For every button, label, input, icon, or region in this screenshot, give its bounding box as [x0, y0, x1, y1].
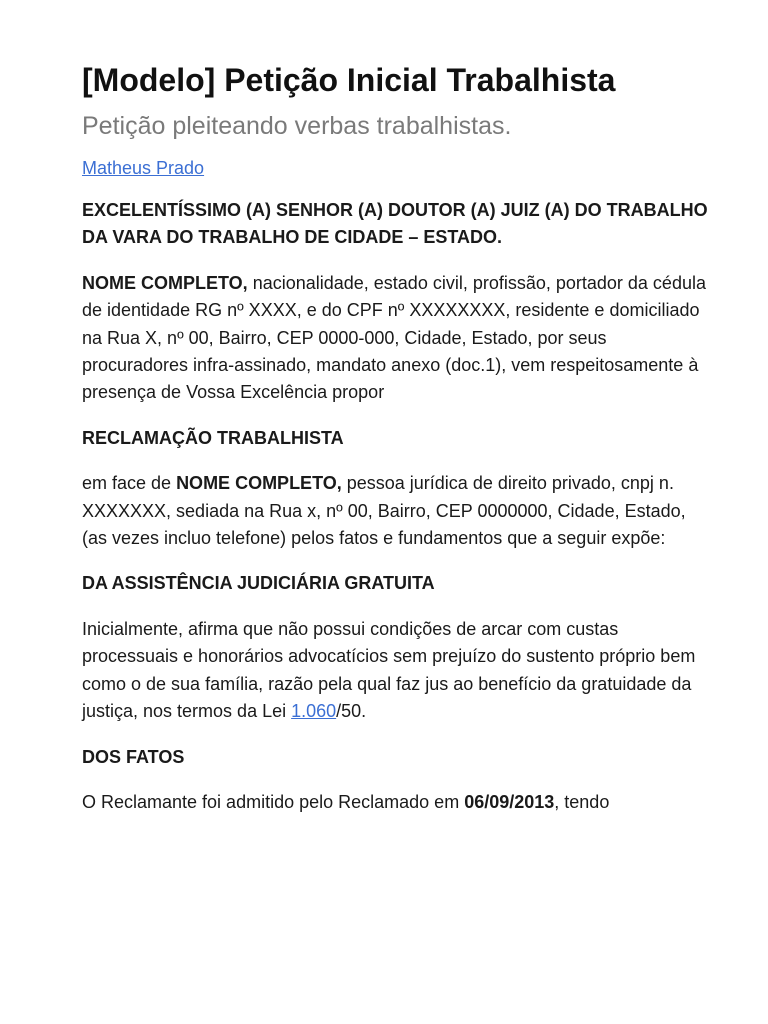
plaintiff-name: NOME COMPLETO, [82, 272, 248, 293]
paragraph-reclamado-text: pessoa jurídica de direito privado, cnpj n. XXXXXXX, sediada na Rua x, nº 00, Bairro, CEP 0000000, Cidade, Estado, (as vezes incluo telefone) pelos fatos e fundamentos que a seguir expõe: [82, 473, 686, 549]
paragraph-fatos-text: O Reclamante foi admitido pelo Reclamado em [82, 791, 465, 812]
paragraph-reclamado-prefix: em face de [82, 473, 177, 494]
paragraph-reclamado [82, 470, 708, 552]
paragraph-qualificacao-text: nacionalidade, estado civil, profissão, portador da cédula de identidade RG nº XXXX, e do CPF nº XXXXXXXX, residente e domiciliado na Rua X, nº 00, Bairro, CEP 0000-000, Cidade, Estado, por seus procuradores infra-assinado, mandato anexo (doc.1), vem respeitosamente à presença de Vossa Excelência propor [82, 272, 706, 403]
document-body [82, 197, 708, 816]
section-heading-assistencia: DA ASSISTÊNCIA JUDICIÁRIA GRATUITA [82, 573, 435, 594]
paragraph-assistencia [82, 616, 708, 726]
paragraph-fatos [82, 789, 708, 816]
paragraph-assistencia-text: Inicialmente, afirma que não possui condições de arcar com custas processuais e honorários advocatícios sem prejuízo do sustento próprio bem como o de sua família, razão pela qual faz jus ao benefício da gratuidade da justiça, nos termos da Lei [82, 618, 696, 722]
author-link[interactable]: Matheus Prado [82, 158, 205, 178]
paragraph-assistencia-suffix: /50. [336, 701, 367, 722]
admission-date: 06/09/2013 [464, 791, 555, 812]
law-link[interactable]: 1.060 [291, 701, 337, 722]
addressee-heading: EXCELENTÍSSIMO (A) SENHOR (A) DOUTOR (A) JUIZ (A) DO TRABALHO DA VARA DO TRABALHO DE CIDADE – ESTADO. [82, 200, 708, 248]
document-title: [Modelo] Petição Inicial Trabalhista [82, 62, 616, 98]
defendant-name: NOME COMPLETO, [176, 473, 342, 494]
document-subtitle: Petição pleiteando verbas trabalhistas. [82, 112, 512, 140]
paragraph-fatos-suffix: , tendo [554, 791, 610, 812]
section-heading-fatos: DOS FATOS [82, 746, 185, 767]
section-heading-reclamacao: RECLAMAÇÃO TRABALHISTA [82, 427, 344, 448]
paragraph-qualificacao [82, 270, 708, 407]
